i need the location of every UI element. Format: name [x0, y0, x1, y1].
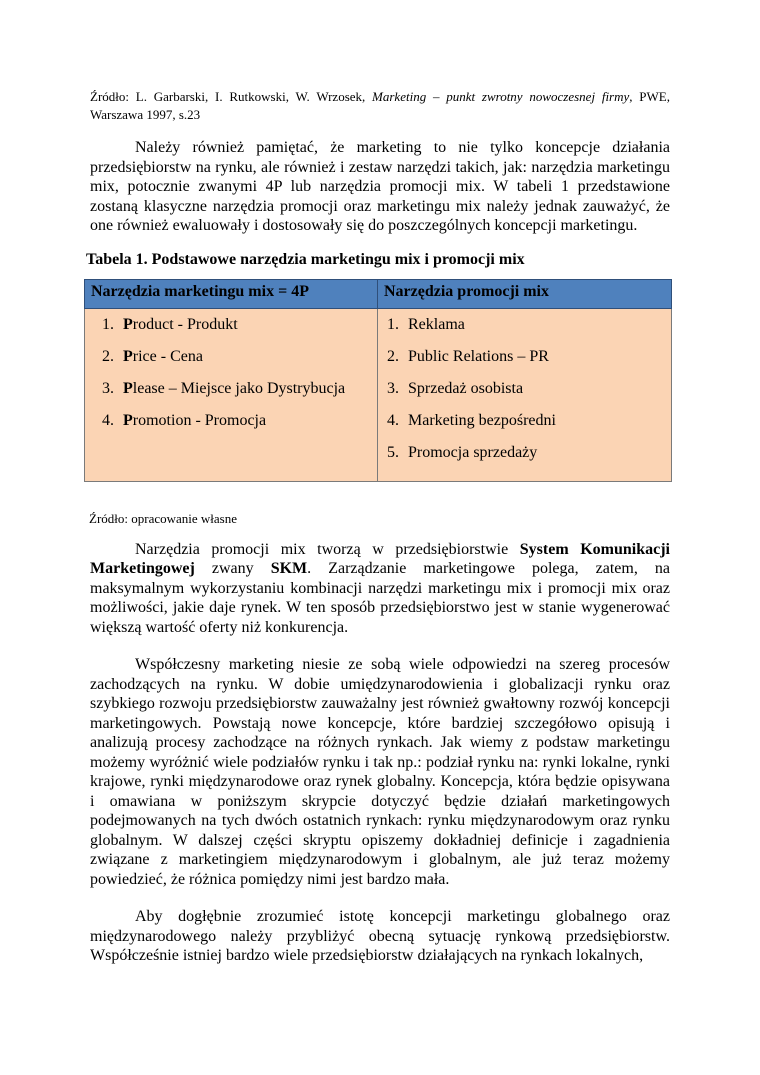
source-citation-top [90, 88, 670, 124]
list-item: 2. Price - Cena [102, 347, 203, 365]
citation-publisher: , PWE, Warszawa 1997, s.23 [90, 89, 670, 122]
list-item: 5. Promocja sprzedaży [387, 443, 538, 461]
citation-title: Marketing – punkt zwrotny nowoczesnej firmy [372, 89, 630, 104]
paragraph-3: Współczesny marketing niesie ze sobą wiele odpowiedzi na szereg procesów zachodzących na rynku. W dobie umiędzynarodowienia i globalizacji rynku oraz szybkiego rozwoju przedsiębiorstw zauważalny jest również gwałtowny rozwój koncepcji marketingowych. Powstają nowe koncepcje, które bardziej szczegółowo opisują i analizują procesy zachodzące na różnych rynkach. Jak wiemy z podstaw marketingu możemy wyróżnić wiele podziałów rynku i tak np.: podział rynku na: rynki lokalne, rynki krajowe, rynki międzynarodowe oraz rynek globalny. Koncepcja, która będzie opisywana i omawiana w poniższym skrypcie dotyczyć będzie działań marketingowych podejmowanych na tych dwóch ostatnich rynkach: rynku międzynarodowym oraz rynku globalnym. W dalszej części skryptu opiszemy dokładniej definicje i zagadnienia związane z marketingiem międzynarodowym i globalnym, ale już teraz możemy powiedzieć, że różnica pomiędzy nimi jest bardzo mała. [90, 656, 670, 888]
list-item: 4. Marketing bezpośredni [387, 411, 556, 429]
table-cell-4p [85, 308, 378, 481]
list-item: 1. Reklama [387, 315, 465, 333]
list-item: 3. Sprzedaż osobista [387, 379, 524, 397]
citation-authors: Źródło: L. Garbarski, I. Rutkowski, W. Wrzosek, [90, 89, 373, 104]
list-item: 3. Please – Miejsce jako Dystrybucja [102, 379, 346, 397]
table-cell-promotion-mix [378, 308, 672, 481]
table-caption: Tabela 1. Podstawowe narzędzia marketingu mix i promocji mix [86, 250, 525, 268]
list-item: 2. Public Relations – PR [387, 347, 549, 365]
paragraph-1: Należy również pamiętać, że marketing to nie tylko koncepcje działania przedsiębiorstw na rynku, ale również i zestaw narzędzi takich, jak: narzędzia marketingu mix, potocznie zwanymi 4P lub narzędzia promocji mix. W tabeli 1 przedstawione zostaną klasyczne narzędzia promocji oraz marketingu mix należy jednak zauważyć, że one również ewaluowały i dostosowały się do poszczególnych koncepcji marketingu. [90, 139, 670, 234]
paragraph-4: Aby dogłębnie zrozumieć istotę koncepcji marketingu globalnego oraz międzynarodowego należy przybliżyć obecną sytuację rynkową przedsiębiorstw. Współcześnie istniej bardzo wiele przedsiębiorstw działających na rynkach lokalnych, [90, 908, 670, 964]
document-page [86, 88, 670, 966]
list-item: 1. Product - Produkt [102, 315, 238, 333]
list-item: 4. Promotion - Promocja [102, 411, 267, 429]
marketing-tools-table [84, 279, 672, 482]
paragraph-2: Narzędzia promocji mix tworzą w przedsiębiorstwie System Komunikacji Marketingowej zwany SKM. Zarządzanie marketingowe polega, zatem, na maksymalnym wykorzystaniu kombinacji narzędzi marketingu mix i promocji mix oraz możliwości, jakie daje rynek. W ten sposób przedsiębiorstwo jest w stanie wygenerować większą wartość oferty niż konkurencja. [90, 540, 670, 636]
list-4p [85, 315, 377, 443]
list-promotion-mix [378, 315, 671, 475]
source-table: Źródło: opracowanie własne [89, 510, 238, 526]
table-header-promotion-mix: Narzędzia promocji mix [378, 279, 672, 308]
table-header-4p: Narzędzia marketingu mix = 4P [85, 279, 378, 308]
